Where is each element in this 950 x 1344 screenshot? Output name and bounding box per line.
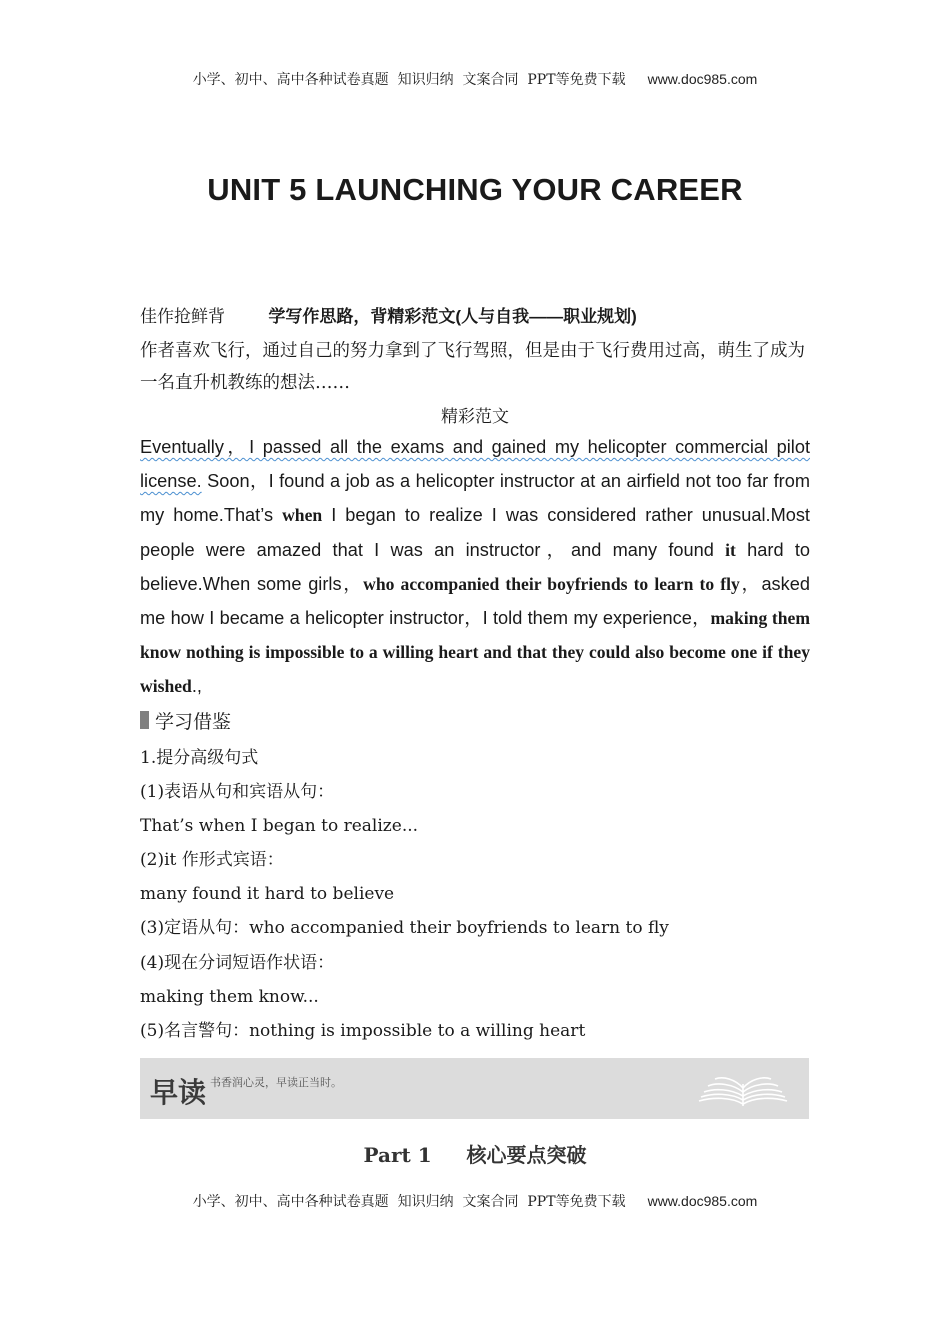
morning-reading-banner: [140, 1058, 809, 1119]
list-item: (1)表语从句和宾语从句：: [140, 782, 335, 803]
list-item: (5)名言警句：nothing is impossible to a willing heart: [140, 1020, 586, 1041]
list-item: That’s when I began to realize...: [140, 816, 419, 837]
heading-bar: [140, 711, 149, 729]
banner-title: 早读: [150, 1076, 207, 1109]
page-footer: [0, 1191, 950, 1211]
essay-bold-clause: who accompanied their boyfriends to learn to fly: [363, 573, 740, 594]
unit-title: UNIT 5 LAUNCHING YOUR CAREER: [207, 172, 743, 207]
essay-bold-it: it: [725, 539, 736, 560]
list-item: many found it hard to believe: [140, 884, 395, 905]
essay-bold-when: when: [282, 505, 323, 526]
essay-text-5: ，asked me how I became a helicopter instructor，I told them my experience，: [140, 573, 810, 629]
section-line: [140, 302, 637, 327]
header-url[interactable]: www.doc985.com: [647, 71, 758, 87]
part-heading: Part 1 核心要点突破: [363, 1143, 587, 1167]
essay-heading: 精彩范文: [441, 407, 509, 426]
page-header: [0, 69, 950, 89]
learning-heading-text: 学习借鉴: [155, 712, 232, 733]
essay-text-2: Soon，I found a job as a helicopter instructor at an airfield not too far from my home.That’s: [140, 471, 810, 526]
footer-text: 小学、初中、高中各种试卷真题 知识归纳 文案合同 PPT等免费下载: [192, 1194, 626, 1210]
header-text: 小学、初中、高中各种试卷真题 知识归纳 文案合同 PPT等免费下载: [192, 72, 626, 88]
list-item: making them know...: [140, 986, 319, 1007]
banner-slogan: 书香润心灵，早读正当时。: [210, 1076, 342, 1089]
essay-text-6: .,: [191, 676, 202, 697]
model-essay: [140, 430, 810, 704]
essay-text-3: I began to realize I was considered rather unusual.Most people were amazed that I was an instructor，and many found: [140, 505, 810, 560]
open-book-icon: [695, 1070, 791, 1112]
essay-bold-participle: making them know nothing is impossible to a willing heart and that they could also become one if they wished: [140, 608, 810, 697]
footer-url[interactable]: www.doc985.com: [647, 1193, 758, 1209]
list-item: (4)现在分词短语作状语：: [140, 952, 335, 973]
section-subtitle: 学写作思路，背精彩范文(人与自我——职业规划): [268, 307, 637, 326]
list-item: 1.提分高级句式: [140, 748, 259, 768]
essay-text-4: hard to believe.When some girls，: [140, 539, 810, 594]
section-label: 佳作抢鲜背: [140, 307, 225, 327]
essay-sentence-1: Eventually，I passed all the exams and gained my helicopter commercial pilot license.: [140, 437, 810, 492]
list-item: (3)定语从句：who accompanied their boyfriends to learn to fly: [140, 918, 669, 939]
learning-heading: [140, 707, 231, 734]
learning-list: [140, 741, 820, 1048]
list-item: (2)it 作形式宾语：: [140, 850, 284, 871]
intro-paragraph: 作者喜欢飞行，通过自己的努力拿到了飞行驾照，但是由于飞行费用过高，萌生了成为一名直升机教练的想法……: [140, 341, 805, 393]
